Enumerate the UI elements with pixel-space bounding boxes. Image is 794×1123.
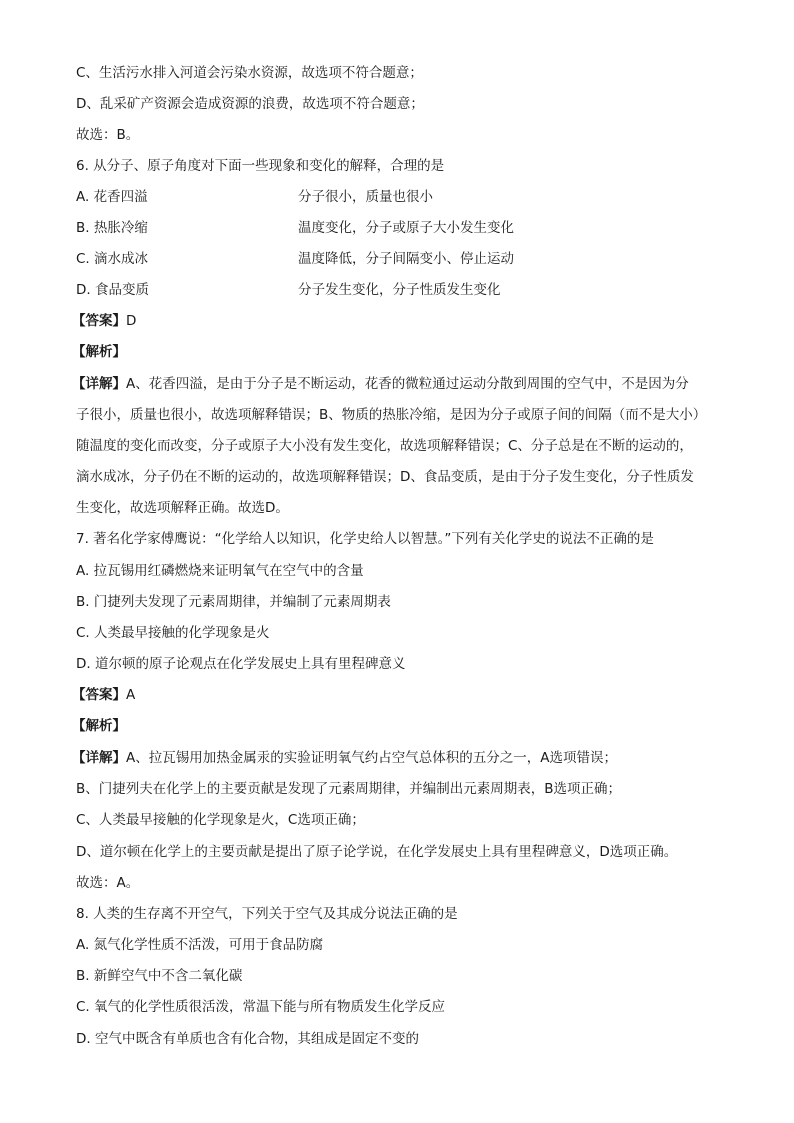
option-explanation: 分子很小，质量也很小 — [298, 189, 433, 205]
option-explanation: 温度变化，分子或原子大小发生变化 — [298, 220, 514, 236]
text-line: 故选：B。 — [76, 127, 140, 143]
q7-option: D. 道尔顿的原子论观点在化学发展史上具有里程碑意义 — [76, 656, 406, 672]
question-8-stem: 8. 人类的生存离不开空气，下列关于空气及其成分说法正确的是 — [76, 906, 458, 922]
answer-value: D — [126, 313, 137, 329]
option-explanation: 分子发生变化，分子性质发生变化 — [298, 282, 501, 298]
answer-tag: 【答案】 — [72, 313, 126, 329]
q7-analysis-tag: 【解析】 — [72, 718, 126, 734]
q6-analysis-tag: 【解析】 — [72, 344, 126, 360]
q7-option: C. 人类最早接触的化学现象是火 — [76, 625, 270, 641]
q6-answer — [72, 311, 136, 331]
option-explanation: 温度降低，分子间隔变小、停止运动 — [298, 251, 514, 267]
q7-detail-line — [72, 748, 617, 768]
option-label: B. 热胀冷缩 — [76, 220, 148, 236]
q7-option: B. 门捷列夫发现了元素周期律，并编制了元素周期表 — [76, 594, 391, 610]
q7-detail-line: B、门捷列夫在化学上的主要贡献是发现了元素周期律，并编制出元素周期表，B选项正确； — [76, 781, 622, 797]
detail-tag: 【详解】 — [72, 376, 126, 392]
q6-option-a — [76, 187, 726, 207]
q8-option: A. 氮气化学性质不活泼，可用于食品防腐 — [76, 937, 324, 953]
question-6-stem: 6. 从分子、原子角度对下面一些现象和变化的解释，合理的是 — [76, 158, 445, 174]
q6-option-c — [76, 249, 726, 269]
option-label: C. 滴水成冰 — [76, 251, 149, 267]
detail-text: A、花香四溢，是由于分子是不断运动，花香的微粒通过运动分散到周围的空气中，不是因为分 — [126, 376, 689, 392]
text-line: D、乱采矿产资源会造成资源的浪费，故选项不符合题意； — [76, 96, 424, 112]
q7-detail-line: C、人类最早接触的化学现象是火，C选项正确； — [76, 812, 365, 828]
text-line: C、生活污水排入河道会污染水资源，故选项不符合题意； — [76, 65, 423, 81]
q7-detail-line: D、道尔顿在化学上的主要贡献是提出了原子论学说，在化学发展史上具有里程碑意义，D选项正确。 — [76, 844, 678, 860]
answer-value: A — [126, 687, 136, 703]
q7-option: A. 拉瓦锡用红磷燃烧来证明氧气在空气中的含量 — [76, 563, 364, 579]
q6-detail-line: 滴水成冰，分子仍在不断的运动的，故选项解释错误；D、食品变质，是由于分子发生变化，分子性质发 — [76, 469, 694, 485]
q6-option-d — [76, 280, 726, 300]
q7-detail-line: 故选：A。 — [76, 875, 140, 891]
question-7-stem: 7. 著名化学家傅鹰说：“化学给人以知识，化学史给人以智慧。”下列有关化学史的说法不正确的是 — [76, 531, 654, 547]
q6-detail-line: 子很小，质量也很小，故选项解释错误；B、物质的热胀冷缩，是因为分子或原子间的间隔（而不是大小） — [76, 407, 707, 423]
q8-option: C. 氧气的化学性质很活泼，常温下能与所有物质发生化学反应 — [76, 999, 446, 1015]
q6-option-b — [76, 218, 726, 238]
option-label: D. 食品变质 — [76, 282, 149, 298]
answer-tag: 【答案】 — [72, 687, 126, 703]
q6-detail-line: 生变化，故选项解释正确。故选D。 — [76, 500, 289, 516]
option-label: A. 花香四溢 — [76, 189, 148, 205]
detail-text: A、拉瓦锡用加热金属汞的实验证明氧气约占空气总体积的五分之一，A选项错误； — [126, 750, 617, 766]
detail-tag: 【详解】 — [72, 750, 126, 766]
q6-detail-line: 随温度的变化而改变，分子或原子大小没有发生变化，故选项解释错误；C、分子总是在不断的运动的， — [76, 438, 693, 454]
q6-detail-line — [72, 374, 689, 394]
q8-option: D. 空气中既含有单质也含有化合物，其组成是固定不变的 — [76, 1031, 419, 1047]
q7-answer — [72, 685, 135, 705]
q8-option: B. 新鲜空气中不含二氧化碳 — [76, 968, 243, 984]
